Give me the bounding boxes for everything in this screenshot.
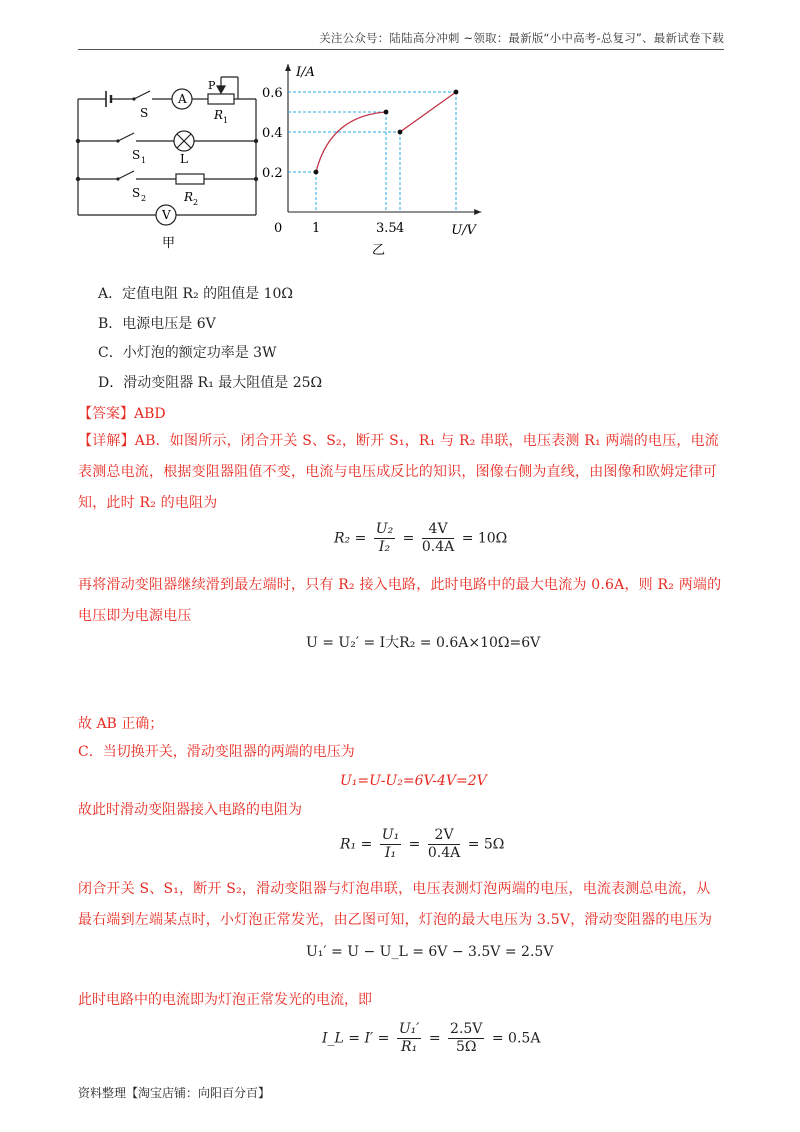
formula-r2-eq: = xyxy=(402,530,415,547)
slider-p-label: P xyxy=(208,79,216,92)
formula-r2-den2: 0.4A xyxy=(421,539,455,555)
option-b: B．电源电压是 6V xyxy=(98,316,216,332)
switch-s-label: S xyxy=(140,106,149,120)
option-a: A．定值电阻 R₂ 的阻值是 10Ω xyxy=(98,286,294,302)
formula-r1-lhs: R₁ = xyxy=(340,836,373,853)
figure-yi-caption: 乙 xyxy=(372,243,386,257)
data-point xyxy=(398,130,403,135)
explain-p7: 闭合开关 S、S₁，断开 S₂，滑动变阻器与灯泡串联，电压表测灯泡两端的电压，电流表测总电流，从最右端到左端某点时，小灯泡正常发光，由乙图可知，灯泡的最大电压为 3.5V，滑动变阻器的电压为 xyxy=(78,881,713,928)
formula-r2-lhs: R₂ = xyxy=(334,530,367,547)
explain-p4: C．当切换开关，滑动变阻器的两端的电压为 xyxy=(78,744,355,760)
data-point xyxy=(454,90,459,95)
formula-r2-rhs: = 10Ω xyxy=(461,530,508,547)
switch-s1-sub: 1 xyxy=(141,156,147,165)
lamp-label: L xyxy=(180,152,188,166)
formula-il-lhs: I_L = I′ = xyxy=(322,1030,390,1047)
explain-p2: 再将滑动变阻器继续滑到最左端时，只有 R₂ 接入电路，此时电路中的最大电流为 0.6A，则 R₂ 两端的电压即为电源电压 xyxy=(78,577,722,624)
formula-r1-eq: = xyxy=(408,836,421,853)
header-divider xyxy=(78,49,724,50)
formula-r2-den1: I₂ xyxy=(378,539,391,555)
figure-jia-caption: 甲 xyxy=(162,236,176,251)
formula-il-den2: 5Ω xyxy=(455,1039,477,1055)
formula-il-num2: 2.5V xyxy=(450,1021,483,1037)
formula-u: U = U₂′ = I大R₂ = 0.6A×10Ω=6V xyxy=(306,635,541,651)
series-1-line xyxy=(316,112,386,172)
ammeter-label: A xyxy=(178,92,187,106)
option-d: D．滑动变阻器 R₁ 最大阻值是 25Ω xyxy=(98,375,323,391)
origin-label: 0 xyxy=(274,221,283,236)
y-axis-arrow xyxy=(285,64,291,71)
r1-sub: 1 xyxy=(223,116,229,125)
voltmeter-label: V xyxy=(162,208,171,222)
answer-line: 【答案】ABD xyxy=(78,406,166,422)
explain-p6: 故此时滑动变阻器接入电路的电阻为 xyxy=(78,802,302,818)
y-tick-label: 0.4 xyxy=(262,126,283,141)
page-header: 关注公众号：陆陆高分冲刺 ~领取：最新版“小中高考-总复习”、最新试卷下载 xyxy=(319,31,724,45)
data-point xyxy=(384,110,389,115)
circuit-diagram xyxy=(70,55,270,255)
x-axis-label: U/V xyxy=(451,223,476,238)
series-2-line xyxy=(400,92,456,132)
y-tick-label: 0.6 xyxy=(262,86,283,101)
x-tick-label: 3.5 xyxy=(376,221,397,236)
x-axis-arrow xyxy=(474,209,481,215)
formula-il-den1: R₁ xyxy=(401,1039,418,1055)
formula-r2-num2: 4V xyxy=(422,522,454,539)
explain-p3: 故 AB 正确； xyxy=(78,716,164,732)
explain-p1: 【详解】AB．如图所示，闭合开关 S、S₂，断开 S₁，R₁ 与 R₂ 串联，电压表测 R₁ 两端的电压，电流表测总电流，根据变阻器阻值不变，电流与电压成反比的知识，图像右侧为直线，由图像和欧姆定律可知，此时 R₂ 的电阻为 xyxy=(78,433,720,511)
formula-u1prime: U₁′ = U − U_L = 6V − 3.5V = 2.5V xyxy=(306,944,554,960)
explain-p5: U₁=U-U₂=6V-4V=2V xyxy=(340,773,487,789)
formula-r1-rhs: = 5Ω xyxy=(467,836,505,853)
y-axis-label: I/A xyxy=(296,65,315,80)
iu-graph xyxy=(258,52,498,257)
switch-s1-label: S xyxy=(132,148,141,162)
y-tick-label: 0.2 xyxy=(262,166,283,181)
option-c: C．小灯泡的额定功率是 3W xyxy=(98,345,277,361)
switch-s2-sub: 2 xyxy=(141,194,147,203)
formula-r1-den1: I₁ xyxy=(384,845,397,861)
data-point xyxy=(314,170,319,175)
formula-r1 xyxy=(340,828,504,861)
page-footer: 资料整理【淘宝店铺：向阳百分百】 xyxy=(78,1086,271,1100)
formula-r1-num1: U₁ xyxy=(381,827,400,843)
r2-sub: 2 xyxy=(193,198,199,207)
r1-label: R xyxy=(214,108,224,122)
explain-p8: 此时电路中的电流即为灯泡正常发光的电流，即 xyxy=(78,992,372,1008)
x-tick-label: 1 xyxy=(312,221,321,236)
formula-il-num1: U₁′ xyxy=(398,1021,420,1037)
formula-r2 xyxy=(334,522,507,555)
r2-label: R xyxy=(184,190,194,204)
formula-r1-den2: 0.4A xyxy=(427,845,461,861)
formula-il-rhs: = 0.5A xyxy=(491,1030,541,1047)
formula-il-eq: = xyxy=(428,1030,441,1047)
switch-s2-label: S xyxy=(132,186,141,200)
x-tick-label: 4 xyxy=(396,221,405,236)
formula-r1-num2: 2V xyxy=(428,828,460,845)
formula-r2-num1: U₂ xyxy=(375,521,394,537)
formula-il xyxy=(322,1022,540,1055)
